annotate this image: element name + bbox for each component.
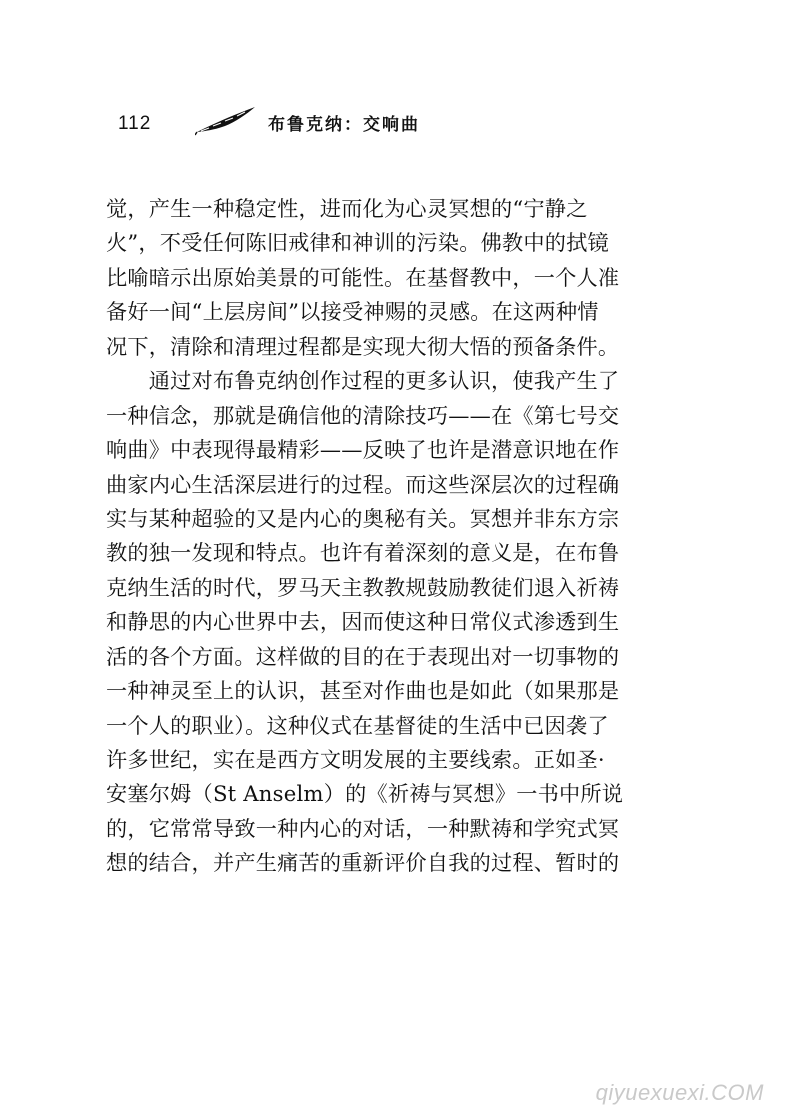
text-line: 教的独一发现和特点。也许有着深刻的意义是，在布鲁: [106, 540, 620, 566]
body-text: [106, 192, 666, 881]
text-line: 火”，不受任何陈旧戒律和神训的污染。佛教中的拭镜: [106, 230, 609, 256]
text-line: 比喻暗示出原始美景的可能性。在基督教中，一个人准: [106, 264, 620, 290]
text-line: 一个人的职业）。这种仪式在基督徒的生活中已因袭了: [106, 712, 609, 738]
text-line: 克纳生活的时代，罗马天主教教规鼓励教徒们退入祈祷: [106, 574, 620, 600]
watermark: qiyuexuexi.COM: [595, 1080, 764, 1105]
text-line: 一种神灵至上的认识，甚至对作曲也是如此（如果那是: [106, 678, 620, 704]
text-line: 的，它常常导致一种内心的对话，一种默祷和学究式冥: [106, 815, 620, 841]
text-line: 想的结合，并产生痛苦的重新评价自我的过程、暂时的: [106, 850, 620, 876]
text-line: 况下，清除和清理过程都是实现大彻大悟的预备条件。: [106, 333, 620, 359]
text-line: 通过对布鲁克纳创作过程的更多认识，使我产生了: [106, 368, 620, 394]
text-line: 备好一间“上层房间”以接受神赐的灵感。在这两种情: [106, 299, 599, 325]
text-line: 和静思的内心世界中去，因而使这种日常仪式渗透到生: [106, 609, 620, 635]
text-line: 安塞尔姆（St Anselm）的《祈祷与冥想》一书中所说: [106, 781, 624, 807]
quill-pen-icon: [195, 104, 257, 138]
text-line: 曲家内心生活深层进行的过程。而这些深层次的过程确: [106, 471, 620, 497]
text-line: 响曲》中表现得最精彩——反映了也许是潜意识地在作: [106, 437, 620, 463]
text-line: 活的各个方面。这样做的目的在于表现出对一切事物的: [106, 643, 620, 669]
text-line: 一种信念，那就是确信他的清除技巧——在《第七号交: [106, 402, 620, 428]
text-line: 觉，产生一种稳定性，进而化为心灵冥想的“宁静之: [106, 196, 588, 221]
text-line: 实与某种超验的又是内心的奥秘有关。冥想并非东方宗: [106, 505, 620, 531]
page-number: 112: [118, 113, 152, 134]
text-line: 许多世纪，实在是西方文明发展的主要线索。正如圣·: [106, 747, 605, 772]
running-title: 布鲁克纳：交响曲: [268, 115, 420, 135]
